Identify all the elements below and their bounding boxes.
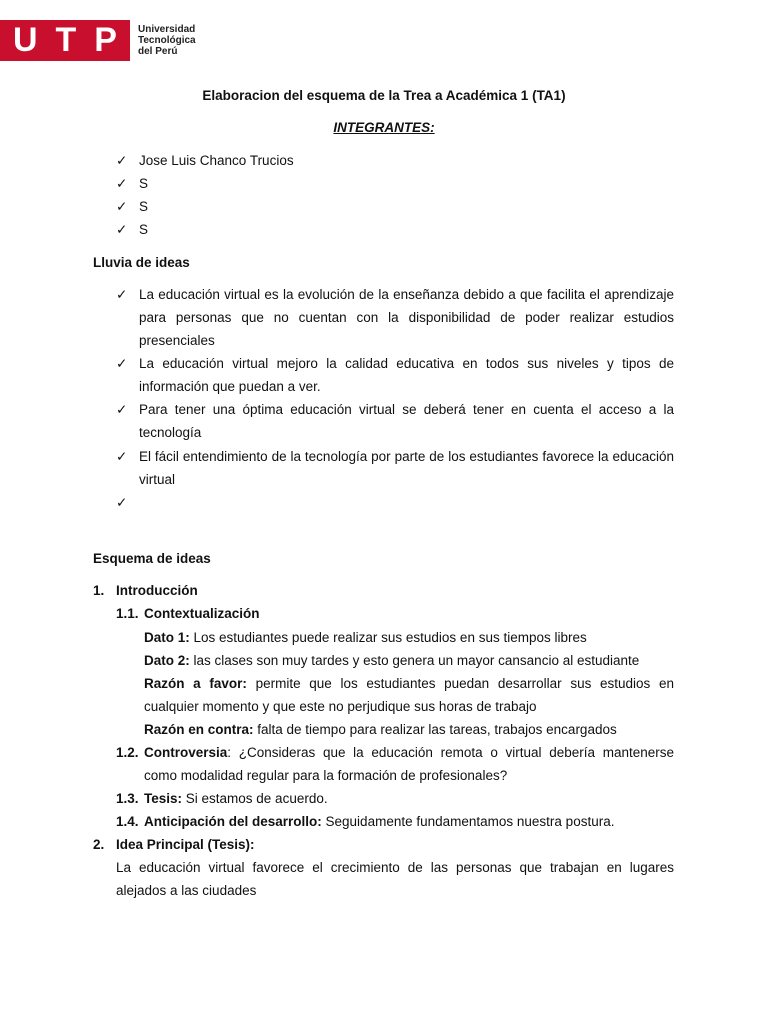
tesis-text: Si estamos de acuerdo. (182, 791, 328, 806)
section-number: 2. (93, 837, 105, 852)
razon-a-favor (144, 672, 674, 718)
check-icon: ✓ (116, 495, 128, 510)
subsection-number: 1.2. (116, 745, 139, 760)
razon-text: permite que los estudiantes puedan desarrollar sus estudios en cualquier momento y que este no perjudique sus horas de trabajo (144, 676, 674, 714)
razon-label: Razón a favor: (144, 676, 247, 691)
check-icon: ✓ (116, 153, 128, 168)
check-icon: ✓ (116, 287, 128, 302)
logo-line-2: Tecnológica (138, 35, 196, 46)
section-heading: Idea Principal (Tesis): (116, 837, 255, 852)
integrante-item: S (139, 199, 149, 214)
razon-label: Razón en contra: (144, 722, 254, 737)
document-title: Elaboracion del esquema de la Trea a Académica 1 (TA1) (202, 88, 566, 103)
logo-letter-u: U (12, 21, 38, 59)
logo-letter-p: P (94, 21, 117, 59)
integrantes-heading: INTEGRANTES: (333, 120, 435, 135)
lluvia-item: El fácil entendimiento de la tecnología por parte de los estudiantes favorece la educación virtual (139, 449, 674, 487)
anticipacion-text: Seguidamente fundamentamos nuestra postura. (321, 814, 615, 829)
check-icon: ✓ (116, 222, 128, 237)
dato-text: Los estudiantes puede realizar sus estudios en sus tiempos libres (189, 630, 587, 645)
tesis (144, 791, 328, 806)
section-heading: Introducción (116, 583, 198, 598)
lluvia-item: La educación virtual es la evolución de la enseñanza debido a que facilita el aprendizaje para personas que no cuentan con la disponibilidad de poder realizar estudios presenciales (139, 287, 674, 348)
check-icon: ✓ (116, 356, 128, 371)
lluvia-item: Para tener una óptima educación virtual se deberá tener en cuenta el acceso a la tecnología (139, 402, 674, 440)
logo-line-1: Universidad (138, 24, 196, 35)
razon-text: falta de tiempo para realizar las tareas, trabajos encargados (253, 722, 617, 737)
integrante-item: S (139, 222, 149, 237)
logo-mark (0, 20, 130, 61)
idea-principal-text: La educación virtual favorece el crecimiento de las personas que trabajan en lugares alejados a las ciudades (116, 860, 674, 898)
razon-en-contra (144, 722, 617, 737)
controversia (144, 741, 674, 787)
lluvia-item: La educación virtual mejoro la calidad educativa en todos sus niveles y tipos de información que puedan a ver. (139, 356, 674, 394)
dato-label: Dato 2: (144, 653, 190, 668)
check-icon: ✓ (116, 176, 128, 191)
esquema-heading: Esquema de ideas (93, 551, 211, 566)
integrante-item: Jose Luis Chanco Trucios (139, 153, 294, 168)
controversia-text: : ¿Consideras que la educación remota o virtual debería mantenerse como modalidad regular para la formación de profesionales? (144, 745, 674, 783)
section-number: 1. (93, 583, 105, 598)
subsection-number: 1.1. (116, 606, 139, 621)
subsection-number: 1.4. (116, 814, 139, 829)
logo-line-3: del Perú (138, 46, 178, 57)
dato-1 (144, 630, 587, 645)
subsection-heading: Tesis: (144, 791, 183, 806)
logo-letter-t: T (55, 21, 77, 59)
check-icon: ✓ (116, 199, 128, 214)
lluvia-heading: Lluvia de ideas (93, 255, 190, 270)
integrante-item: S (139, 176, 149, 191)
subsection-heading: Anticipación del desarrollo: (144, 814, 322, 829)
dato-text: las clases son muy tardes y esto genera un mayor cansancio al estudiante (189, 653, 640, 668)
utp-logo (0, 20, 196, 61)
check-icon: ✓ (116, 402, 128, 417)
dato-label: Dato 1: (144, 630, 190, 645)
dato-2 (144, 653, 639, 668)
check-icon: ✓ (116, 449, 128, 464)
subsection-number: 1.3. (116, 791, 139, 806)
subsection-heading: Controversia (144, 745, 228, 760)
logo-wordmark (138, 24, 196, 57)
subsection-heading: Contextualización (144, 606, 260, 621)
anticipacion (144, 814, 614, 829)
